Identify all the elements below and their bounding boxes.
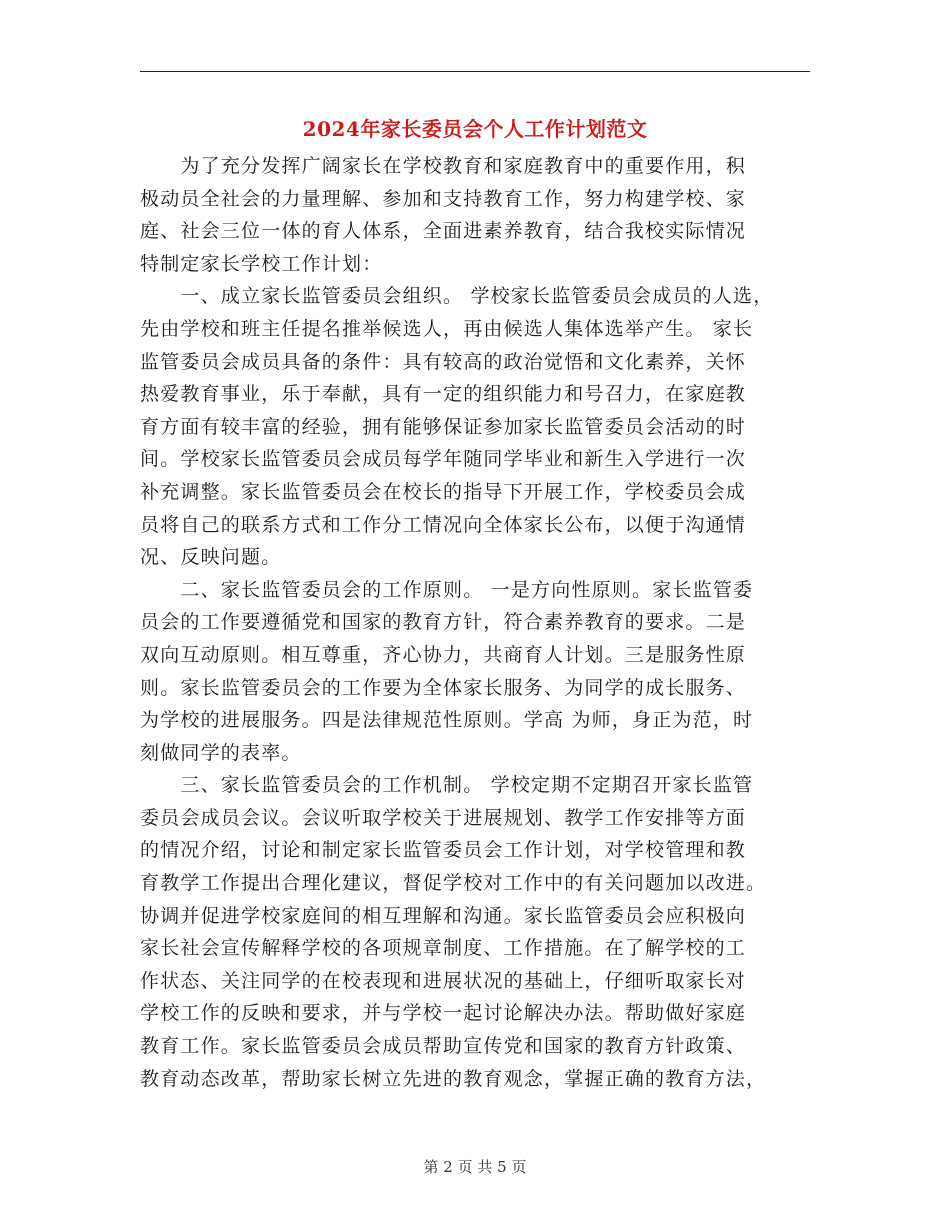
text-line: 热爱教育事业，乐于奉献，具有一定的组织能力和号召力，在家庭教 [140,383,747,406]
text-line: 为学校的进展服务。四是法律规范性原则。学高 为师，身正为范，时 [140,709,754,732]
text-line: 学校工作的反映和要求，并与学校一起讨论解决办法。帮助做好家庭 [140,1002,747,1025]
text-line: 一、成立家长监管委员会组织。 学校家长监管委员会成员的人选， [140,285,774,308]
text-line: 委员会成员会议。会议听取学校关于进展规划、教学工作安排等方面 [140,806,747,829]
text-line: 庭、社会三位一体的育人体系，全面进素养教育，结合我校实际情况 [140,220,747,243]
text-line: 教育动态改革，帮助家长树立先进的教育观念，掌握正确的教育方法， [140,1067,767,1090]
text-line: 刻做同学的表率。 [140,741,302,764]
text-line: 三、家长监管委员会的工作机制。 学校定期不定期召开家长监管 [140,774,754,797]
text-line: 极动员全社会的力量理解、参加和支持教育工作，努力构建学校、家 [140,187,747,210]
text-line: 育教学工作提出合理化建议，督促学校对工作中的有关问题加以改进。 [140,872,767,895]
text-line: 二、家长监管委员会的工作原则。 一是方向性原则。家长监管委 [140,578,754,601]
text-line: 家长社会宣传解释学校的各项规章制度、工作措施。在了解学校的工 [140,937,747,960]
text-line: 监管委员会成员具备的条件：具有较高的政治觉悟和文化素养，关怀 [140,350,747,373]
text-line: 为了充分发挥广阔家长在学校教育和家庭教育中的重要作用，积 [140,155,747,177]
text-line: 双向互动原则。相互尊重，齐心协力，共商育人计划。三是服务性原 [140,643,747,666]
page-footer: 第 2 页 共 5 页 [423,1158,527,1176]
document-title: 2024年家长委员会个人工作计划范文 [302,117,648,141]
text-line: 育方面有较丰富的经验，拥有能够保证参加家长监管委员会活动的时 [140,415,747,438]
text-line: 先由学校和班主任提名推举候选人，再由候选人集体选举产生。 家长 [140,317,754,340]
text-line: 员会的工作要遵循党和国家的教育方针，符合素养教育的要求。二是 [140,611,747,634]
header-rule [140,71,810,72]
text-line: 况、反映问题。 [140,546,282,569]
text-line: 员将自己的联系方式和工作分工情况向全体家长公布，以便于沟通情 [140,513,747,536]
text-line: 教育工作。家长监管委员会成员帮助宣传党和国家的教育方针政策、 [140,1035,747,1058]
text-line: 特制定家长学校工作计划： [140,252,383,275]
document-body [140,150,812,1095]
text-line: 协调并促进学校家庭间的相互理解和沟通。家长监管委员会应积极向 [140,904,747,927]
text-line: 作状态、关注同学的在校表现和进展状况的基础上，仔细听取家长对 [140,969,747,992]
text-line: 补充调整。家长监管委员会在校长的指导下开展工作，学校委员会成 [140,480,747,503]
text-line: 的情况介绍，讨论和制定家长监管委员会工作计划，对学校管理和教 [140,839,747,862]
text-line: 间。学校家长监管委员会成员每学年随同学毕业和新生入学进行一次 [140,448,747,471]
text-line: 则。家长监管委员会的工作要为全体家长服务、为同学的成长服务、 [140,676,747,699]
